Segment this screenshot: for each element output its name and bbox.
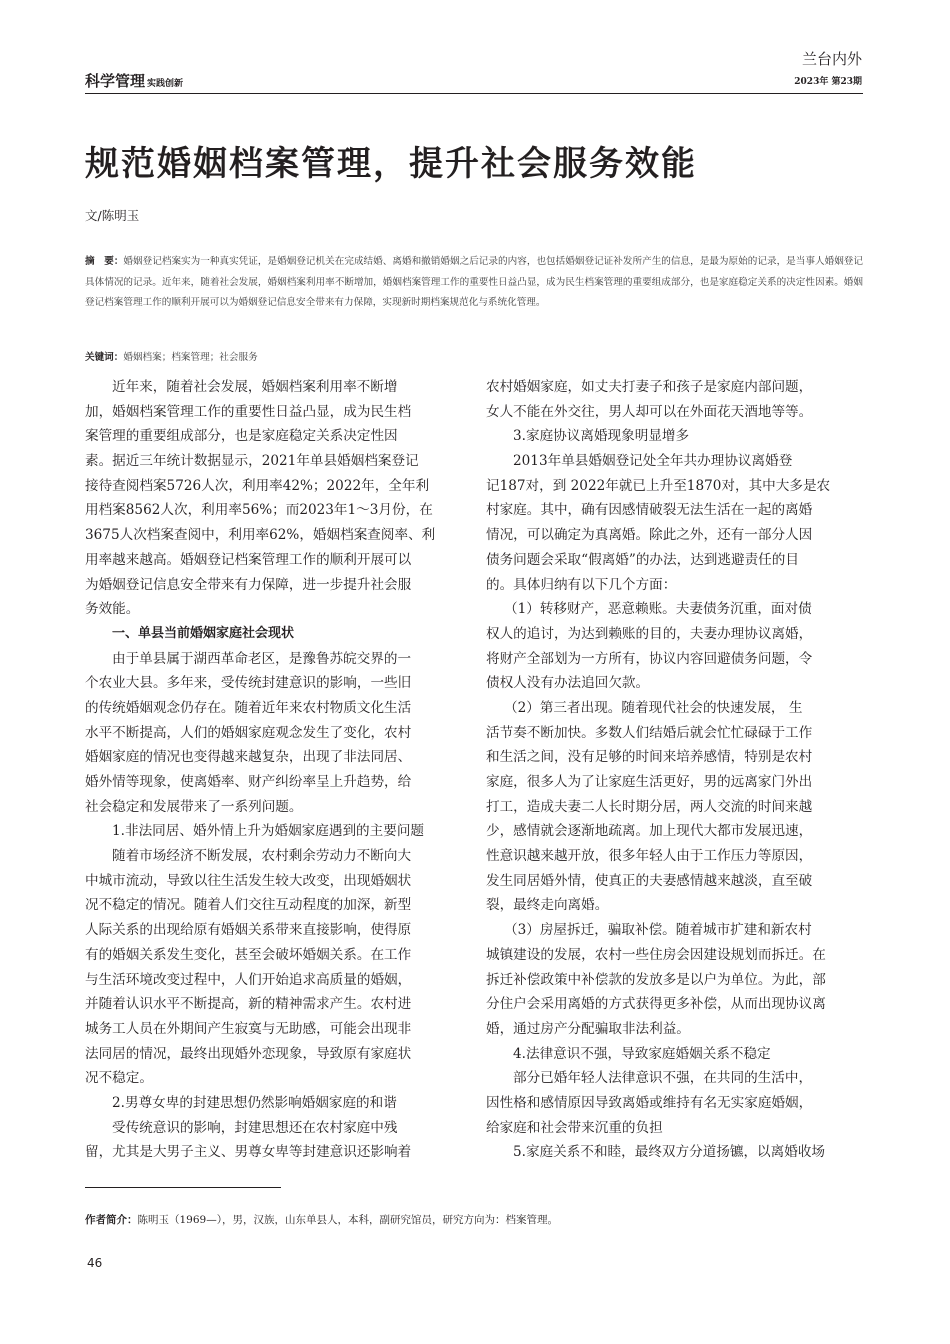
body-right-line: 打工，造成夫妻二人长时期分居，两人交流的时间来越: [486, 798, 813, 815]
body-left-line: 近年来，随着社会发展，婚姻档案利用率不断增: [112, 379, 398, 395]
body-left-line: 3675人次档案查阅中，利用率62%，婚姻档案查阅率、利: [85, 527, 436, 544]
body-right-line: 女人不能在外交往，男人却可以在外面花天酒地等等。: [486, 403, 813, 420]
article-title: 规范婚姻档案管理，提升社会服务效能: [85, 144, 697, 184]
body-left-line: 有的婚姻关系发生变化，甚至会破坏婚姻关系。在工作: [85, 946, 412, 963]
body-right-line: 城镇建设的发展，农村一些住房会因建设规划而拆迁。在: [486, 946, 826, 963]
author-note: [85, 1212, 558, 1227]
body-right-line: 发生同居婚外情，使真正的夫妻感情越来越淡，直至破: [486, 872, 813, 889]
body-column-right: [486, 375, 864, 1165]
body-left-line: 与生活环境改变过程中，人们开始追求高质量的婚姻，: [85, 971, 412, 988]
body-left-line: 受传统意识的影响，封建思想还在农村家庭中残: [112, 1119, 398, 1136]
body-left-line: 况不稳定。: [85, 1070, 153, 1087]
body-right-line: 村家庭。其中，确有因感情破裂无法生活在一起的离婚: [486, 502, 813, 519]
abstract: [85, 252, 863, 314]
byline: 文/陈明玉: [85, 208, 140, 223]
body-left-line: 社会稳定和发展带来了一系列问题。: [85, 798, 303, 815]
body-left-line: 法同居的情况，最终出现婚外恋现象，导致原有家庭状: [85, 1045, 412, 1062]
body-left-line: 为婚姻登记信息安全带来有力保障，进一步提升社会服: [85, 576, 412, 593]
body-right-line: 债务问题会采取“假离婚”的办法，达到逃避责任的目: [486, 551, 799, 568]
keywords-label: 关键词：: [85, 352, 124, 363]
body-right-line: 的。具体归纳有以下几个方面：: [486, 576, 677, 593]
body-left-line: 务效能。: [85, 601, 140, 618]
body-right-line: 因性格和感情原因导致离婚或维持有名无实家庭婚姻，: [486, 1094, 813, 1111]
body-left-line: 婚姻家庭的情况也变得越来越复杂，出现了非法同居、: [85, 749, 412, 766]
body-right-line: （3）房屋拆迁，骗取补偿。随着城市扩建和新农村: [504, 922, 812, 939]
body-right-line: 裂，最终走向离婚。: [486, 897, 609, 914]
body-right-line: 给家庭和社会带来沉重的负担: [486, 1119, 663, 1136]
body-left-line: 案管理的重要组成部分，也是家庭稳定关系决定性因: [85, 428, 398, 445]
author-note-text: 陈明玉（1969—），男，汉族，山东单县人，本科，副研究馆员，研究方向为：档案管理。: [137, 1214, 558, 1226]
body-left-line: 并随着认识水平不断提高，新的精神需求产生。农村进: [85, 996, 412, 1013]
body-right-line: 5.家庭关系不和睦，最终双方分道扬镳，以离婚收场: [513, 1144, 826, 1161]
header-divider: [85, 93, 863, 94]
body-right-line: 记187对，到 2022年就已上升至1870对，其中大多是农: [486, 477, 831, 494]
body-right-line: 性意识越来越开放，很多年轻人由于工作压力等原因，: [486, 848, 813, 865]
body-left-line: 城务工人员在外期间产生寂寞与无助感，可能会出现非: [85, 1020, 412, 1037]
journal-name: 科学管理: [85, 72, 146, 90]
body-left-line: 中城市流动，导致以往生活发生较大改变，出现婚姻状: [85, 872, 412, 889]
body-right-line: 少，感情就会逐渐地疏离。加上现代大都市发展迅速，: [486, 823, 813, 840]
body-left-line: 2.男尊女卑的封建思想仍然影响婚姻家庭的和谐: [112, 1094, 397, 1111]
body-right-line: 权人的追讨，为达到赖账的目的，夫妻办理协议离婚，: [486, 625, 813, 642]
keywords-text: 婚姻档案；档案管理；社会服务: [123, 352, 258, 363]
body-right-line: 和生活之间，没有足够的时间来培养感情，特别是农村: [486, 749, 813, 766]
body-left-line: 接待查阅档案5726人次，利用率42%；2022年，全年利: [85, 477, 430, 494]
body-left-line: 用档案8562人次，利用率56%；而2023年1～3月份，在: [85, 502, 433, 519]
body-right-line: 情况，可以确定为真离婚。除此之外，还有一部分人因: [486, 527, 813, 544]
body-left-line: 素。据近三年统计数据显示，2021年单县婚姻档案登记: [85, 453, 419, 470]
body-right-line: 拆迁补偿政策中补偿款的发放多是以户为单位。为此，部: [486, 971, 826, 988]
body-left-line: 随着市场经济不断发展，农村剩余劳动力不断向大: [112, 848, 412, 865]
body-right-line: 2013年单县婚姻登记处全年共办理协议离婚登: [513, 453, 793, 470]
body-left-line: 1.非法同居、婚外情上升为婚姻家庭遇到的主要问题: [112, 823, 425, 840]
body-left-line: 况不稳定的情况。随着人们交往互动程度的加深，新型: [85, 897, 412, 914]
author-note-label: 作者简介：: [85, 1214, 138, 1226]
issue-label: 2023年 第23期: [794, 77, 862, 87]
body-right-line: 婚，通过房产分配骗取非法利益。: [486, 1020, 690, 1037]
keywords: [85, 349, 258, 363]
body-right-line: 农村婚姻家庭，如丈夫打妻子和孩子是家庭内部问题，: [486, 379, 813, 395]
body-right-line: （1）转移财产，恶意赖账。夫妻债务沉重，面对债: [504, 601, 812, 618]
section-label: 兰台内外: [801, 50, 862, 68]
body-right-line: 家庭，很多人为了让家庭生活更好，男的远离家门外出: [486, 774, 813, 790]
section-heading: 一、单县当前婚姻家庭社会现状: [112, 625, 295, 641]
body-right-line: 分住户会采用离婚的方式获得更多补偿，从而出现协议离: [486, 996, 826, 1013]
body-left-line: 人际关系的出现给原有婚姻关系带来直接影响，使得原: [85, 922, 412, 939]
abstract-text: 婚姻登记档案实为一种真实凭证，是婚姻登记机关在完成结婚、离婚和撤销婚姻之后记录的内容，也包括婚姻登记证补发所产生的信息，是最为原始的记录，是当事人婚姻登记具体情况的记录。近年来，随着社会发展，婚姻档案利用率不断增加，婚姻档案管理工作的重要性日益凸显，成为民生档案管理的重要组成部分，也是家庭稳定关系的决定性因素。婚姻登记档案管理工作的顺利开展可以为婚姻登记信息安全带来有力保障，实现新时期档案规范化与系统化管理。: [85, 256, 863, 308]
body-left-line: 个农业大县。多年来，受传统封建意识的影响，一些旧: [85, 675, 412, 692]
body-right-line: 4.法律意识不强，导致家庭婚姻关系不稳定: [513, 1045, 771, 1062]
body-left-line: 婚外情等现象，使离婚率、财产纠纷率呈上升趋势，给: [85, 774, 412, 790]
body-right-line: （2）第三者出现。随着现代社会的快速发展， 生: [504, 699, 803, 716]
body-left-line: 加，婚姻档案管理工作的重要性日益凸显，成为民生档: [85, 403, 412, 420]
body-right-line: 将财产全部划为一方所有，协议内容回避债务问题，令: [486, 650, 813, 667]
page-number: 46: [87, 1256, 103, 1270]
journal-subtitle: 实践创新: [147, 79, 184, 89]
body-right-line: 债权人没有办法追回欠款。: [486, 675, 650, 692]
body-right-line: 活节奏不断加快。多数人们结婚后就会忙忙碌碌于工作: [486, 724, 813, 741]
body-left-line: 水平不断提高，人们的婚姻家庭观念发生了变化，农村: [85, 724, 412, 741]
body-left-line: 由于单县属于湖西革命老区，是豫鲁苏皖交界的一: [112, 650, 412, 667]
footnote-divider: [85, 1187, 281, 1188]
body-right-line: 3.家庭协议离婚现象明显增多: [513, 428, 690, 445]
body-right-line: 部分已婚年轻人法律意识不强，在共同的生活中，: [513, 1070, 813, 1087]
body-left-line: 的传统婚姻观念仍存在。随着近年来农村物质文化生活: [85, 699, 412, 716]
body-left-line: 留，尤其是大男子主义、男尊女卑等封建意识还影响着: [85, 1144, 412, 1161]
body-left-line: 用率越来越高。婚姻登记档案管理工作的顺利开展可以: [85, 551, 412, 568]
body-column-left: [85, 375, 463, 1165]
abstract-label: 摘 要：: [85, 256, 124, 267]
journal-brand: [85, 70, 183, 91]
